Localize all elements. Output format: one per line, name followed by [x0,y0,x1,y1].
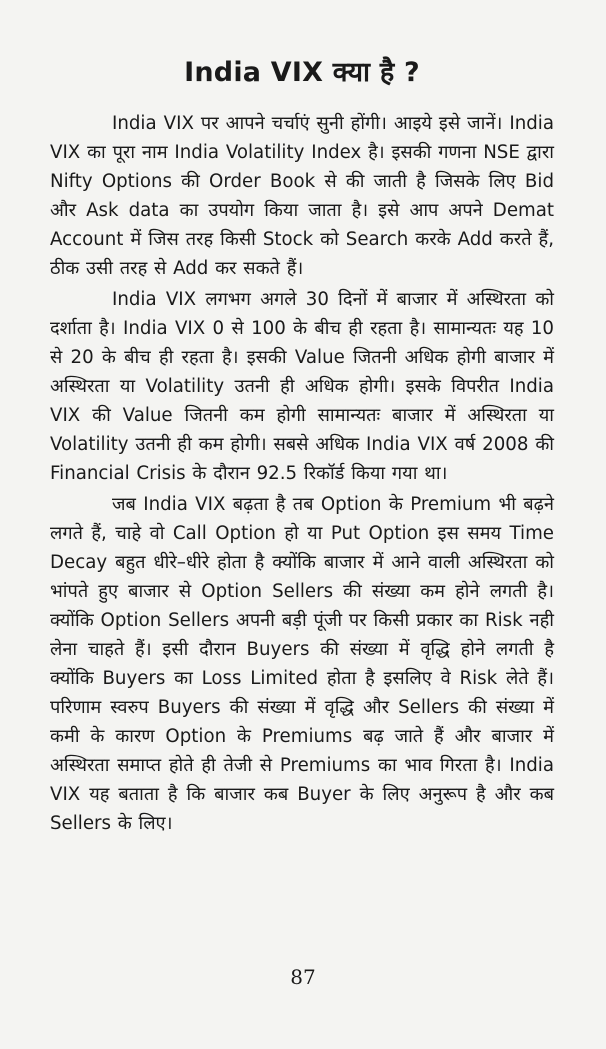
page-number: 87 [290,965,316,989]
paragraph-premium: जब India VIX बढ़ता है तब Option के Premium भी बढ़ने लगते हैं, चाहे वो Call Option हो या Put Option इस समय Time Decay बहुत धीरे–धीरे होता है क्योंकि बाजार में आने वाली अस्थिरता को भांपते हुए बाजार से Option Sellers की संख्या कम होने लगती है। क्योंकि Option Sellers अपनी बड़ी पूंजी पर किसी प्रकार का Risk नही लेना चाहते हैं। इसी दौरान Buyers की संख्या में वृद्धि होने लगती है क्योंकि Buyers का Loss Limited होता है इसलिए वे Risk लेते हैं। परिणाम स्वरुप Buyers की संख्या में वृद्धि और Sellers की संख्या में कमी के कारण Option के Premiums बढ़ जाते हैं और बाजार में अस्थिरता समाप्त होते ही तेजी से Premiums का भाव गिरता है। India VIX यह बताता है कि बाजार कब Buyer के लिए अनुरूप है और कब Sellers के लिए। [50,494,554,834]
page-title: India VIX क्या है ? [184,57,420,88]
paragraph-intro: India VIX पर आपने चर्चाएं सुनी होंगी। आइये इसे जानें। India VIX का पूरा नाम India Volatility Index है। इसकी गणना NSE द्वारा Nifty Options की Order Book से की जाती है जिसके लिए Bid और Ask data का उपयोग किया जाता है। इसे आप अपने Demat Account में जिस तरह किसी Stock को Search करके Add करते हैं, ठीक उसी तरह से Add कर सकते हैं। [50,113,554,279]
paragraph-range: India VIX लगभग अगले 30 दिनों में बाजार में अस्थिरता को दर्शाता है। India VIX 0 से 100 के बीच ही रहता है। सामान्यतः यह 10 से 20 के बीच ही रहता है। इसकी Value जितनी अधिक होगी बाजार में अस्थिरता या Volatility उतनी ही अधिक होगी। इसके विपरीत India VIX की Value जितनी कम होगी सामान्यतः बाजार में अस्थिरता या Volatility उतनी ही कम होगी। सबसे अधिक India VIX वर्ष 2008 की Financial Crisis के दौरान 92.5 रिकॉर्ड किया गया था। [50,289,554,484]
